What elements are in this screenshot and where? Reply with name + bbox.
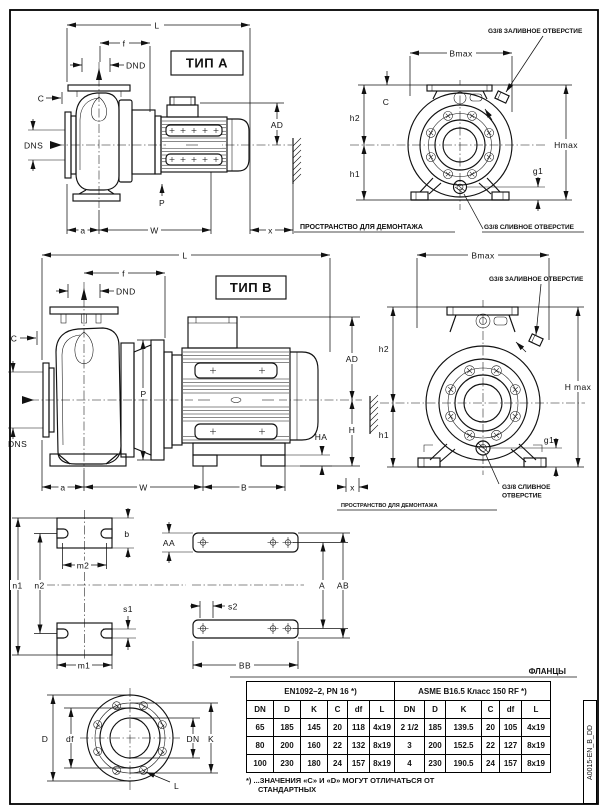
col-header: K [301,701,328,719]
col-header: df [500,701,522,719]
cell: 230 [425,755,446,773]
cell: 230 [274,755,301,773]
dim-label-h2-a: h2 [349,113,360,123]
fill-plug-b [529,334,543,346]
drain-hole-label-b-line2: ОТВЕРСТИЕ [502,492,542,500]
flange-table-wrap [246,681,551,773]
dim-label-g1-a: g1 [532,166,544,176]
dim-label-s2: s2 [228,601,238,612]
cell: 105 [500,719,522,737]
end-view-b [380,300,585,475]
col-header: D [274,701,301,719]
foot-detail-view [10,508,304,671]
dim-label-a-b: a [60,482,66,493]
dim-label-L-flange: L [174,781,180,791]
cell: 152.5 [446,737,482,755]
col-header: C [482,701,500,719]
dim-label-L-a: L [154,20,160,31]
wall-hatch-a [293,138,301,234]
cell: 4 [395,755,425,773]
dim-label-h2-b: h2 [378,344,389,354]
dim-label-m2: m2 [76,560,90,571]
dim-label-DN-flange: DN [186,734,200,744]
asme-standard-header: ASME B16.5 Класс 150 RF *) [395,682,551,701]
dim-label-A: A [318,580,326,591]
dim-label-H-b: H [348,425,356,435]
flange-table [246,681,551,773]
cell: 24 [482,755,500,773]
cell: 22 [328,737,348,755]
dim-label-m1: m1 [77,660,91,671]
dim-label-n2: n2 [34,580,45,591]
type-a-title: ТИП A [185,55,229,71]
col-header: C [328,701,348,719]
dim-label-DND-b: DND [116,286,136,297]
cell: 180 [301,755,328,773]
cell: 2 1/2 [395,719,425,737]
type-a-title-box [171,51,243,75]
cell: 190.5 [446,755,482,773]
col-header: D [425,701,446,719]
dim-label-Bmax-a: Bmax [449,48,473,59]
dim-label-W-b: W [139,482,148,493]
dim-label-D-flange: D [41,734,49,744]
cell: 65 [247,719,274,737]
dim-label-P-b: P [140,389,147,399]
dim-label-C-a: C [37,93,45,104]
cell: 145 [301,719,328,737]
drain-hole-label-a: G3/8 СЛИВНОЕ ОТВЕРСТИЕ [484,224,574,231]
doc-code: A0015-EN_B_DD [586,724,594,780]
dim-label-AD-b: AD [345,354,359,364]
cell: 185 [274,719,301,737]
flow-up-arrow-a [96,68,102,80]
dim-label-s1: s1 [123,604,133,614]
end-view-b-dimensions [379,250,597,500]
wall-hatch-b [370,395,378,434]
dim-label-b-foot: b [124,529,130,539]
fill-hole-label-a: G3/8 ЗАЛИВНОЕ ОТВЕРСТИЕ [488,28,583,35]
dim-label-P-a: P [158,198,166,208]
cell: 157 [348,755,370,773]
dim-label-DNS-a: DNS [24,140,44,151]
table-footnote [246,776,546,794]
dim-label-HA-b: HA [314,432,328,442]
dim-label-Bmax-b: Bmax [471,250,495,261]
dim-label-AA: AA [162,538,176,548]
col-header: K [446,701,482,719]
col-header: DN [247,701,274,719]
cell: 160 [301,737,328,755]
table-row [247,719,551,737]
cell: 22 [482,737,500,755]
footnote-line-1: *) ...ЗНАЧЕНИЯ «C» И «D» МОГУТ ОТЛИЧАТЬСЯ ОТ [246,776,435,785]
cell: 139.5 [446,719,482,737]
cell: 20 [328,719,348,737]
type-b-title: ТИП B [229,280,273,295]
dim-label-AD-a: AD [270,120,284,130]
cell: 157 [500,755,522,773]
dim-label-Hmax-b: H max [564,382,592,392]
cell: 3 [395,737,425,755]
drain-hole-label-b-line1: G3/8 СЛИВНОЕ [502,484,551,491]
cell: 200 [274,737,301,755]
cell: 80 [247,737,274,755]
dim-label-W-a: W [150,225,159,236]
fill-hole-label-b: G3/8 ЗАЛИВНОЕ ОТВЕРСТИЕ [489,276,584,283]
dim-label-DND-a: DND [126,60,146,71]
rotation-arrow-b [516,342,526,352]
dim-label-C-b: C [10,333,18,344]
table-row [247,755,551,773]
doc-code-strip [583,700,597,804]
dim-label-a-a: a [80,225,86,236]
dim-label-AB: AB [336,580,350,591]
dim-label-n1: n1 [12,580,23,591]
dim-label-x-a: x [268,225,273,236]
col-header: L [370,701,395,719]
dismantle-note-bottom: ПРОСТРАНСТВО ДЛЯ ДЕМОНТАЖА [341,503,438,509]
col-header: L [522,701,551,719]
flange-detail-view [42,688,218,791]
type-b-title-box [216,276,286,299]
cell: 8x19 [522,737,551,755]
cell: 8x19 [370,737,395,755]
dim-label-L-b: L [182,250,188,261]
cell: 127 [500,737,522,755]
cell: 185 [425,719,446,737]
flow-in-arrow-a [50,141,62,149]
cell: 100 [247,755,274,773]
dim-label-h1-b: h1 [378,430,389,440]
dim-label-df-flange: df [66,734,74,744]
dim-label-h1-a: h1 [349,169,360,179]
dim-label-Hmax-a: Hmax [554,140,578,150]
dismantle-note-top: ПРОСТРАНСТВО ДЛЯ ДЕМОНТАЖА [300,224,423,231]
dim-label-K-flange: K [207,734,215,744]
dim-label-x-b: x [350,482,355,493]
flow-up-arrow-b [81,288,87,300]
cell: 132 [348,737,370,755]
cell: 4x19 [370,719,395,737]
type-b-side-view [22,282,362,470]
flange-table-caption: ФЛАНЦЫ [528,667,566,676]
cell: 20 [482,719,500,737]
en-standard-header: EN1092–2, PN 16 *) [247,682,395,701]
cell: 8x19 [370,755,395,773]
dim-label-g1-b: g1 [543,435,555,445]
cell: 118 [348,719,370,737]
baseplate-strip-view [162,522,352,671]
dim-label-B-b: B [240,482,248,493]
footnote-line-2: СТАНДАРТНЫХ [258,785,317,794]
col-header: DN [395,701,425,719]
cell: 24 [328,755,348,773]
col-header: df [348,701,370,719]
type-a-side-view [50,62,292,208]
fill-plug-a [495,91,509,103]
dim-label-f-b: f [122,268,125,279]
cell: 4x19 [522,719,551,737]
table-row [247,737,551,755]
dim-label-BB: BB [238,660,252,671]
flow-in-arrow-b [22,396,34,404]
cell: 8x19 [522,755,551,773]
dim-label-f-a: f [122,38,126,49]
dim-label-C-enda: C [382,97,390,107]
cell: 200 [425,737,446,755]
dim-label-DNS-b: DNS [8,439,28,449]
